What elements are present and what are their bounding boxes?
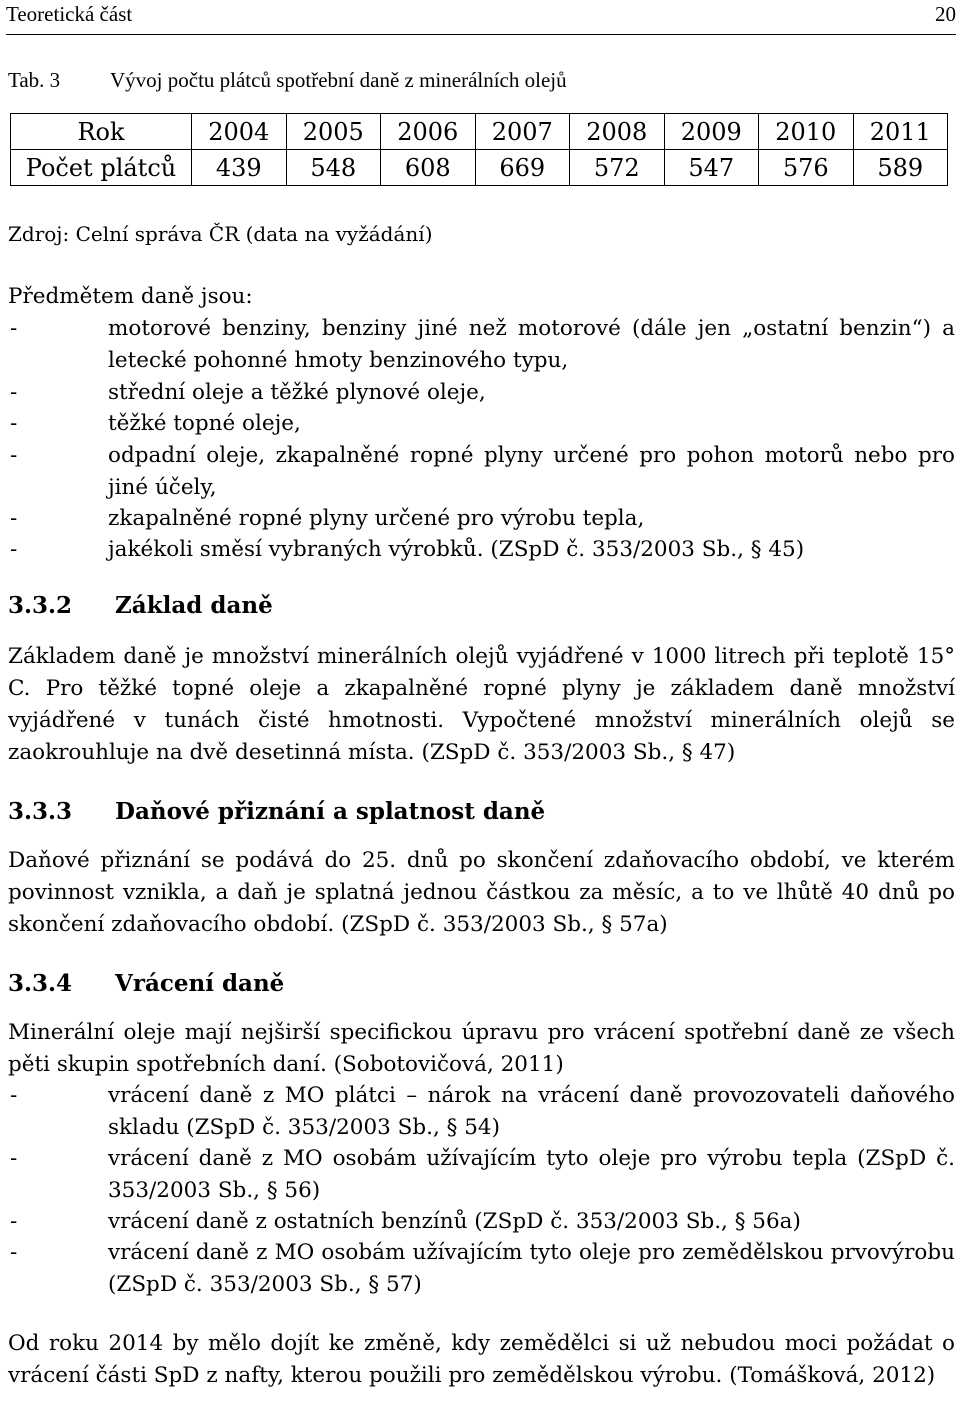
table-cell: 2010 xyxy=(759,114,854,150)
list-item-text: vrácení daně z MO osobám užívajícím tyto oleje pro zemědělskou prvovýrobu (ZSpD č. 353/2003 Sb., § 57) xyxy=(108,1240,955,1297)
bullet-dash: - xyxy=(10,1083,18,1108)
table-cell: 547 xyxy=(664,150,759,186)
table-cell: 2004 xyxy=(192,114,287,150)
table-cell: 608 xyxy=(381,150,476,186)
table-caption-text: Vývoj počtu plátců spotřební daně z minerálních olejů xyxy=(110,68,567,92)
table-data-row xyxy=(11,150,948,186)
table-cell: 439 xyxy=(192,150,287,186)
table-cell: 2009 xyxy=(664,114,759,150)
list-item-text: vrácení daně z ostatních benzínů (ZSpD č. 353/2003 Sb., § 56a) xyxy=(108,1209,801,1234)
section-paragraph: Základem daně je množství minerálních olejů vyjádřené v 1000 litrech při teplotě 15° C. Pro těžké topné oleje a zkapalněné ropné plyny je základem daně množství vyjádřené v tunách čisté hmotnosti. Vypočtené množství minerálních olejů se zaokrouhluje na dvě desetinná místa. (ZSpD č. 353/2003 Sb., § 47) xyxy=(8,644,955,765)
section-title: Daňové přiznání a splatnost daně xyxy=(115,798,546,825)
table-cell: 548 xyxy=(286,150,381,186)
page-number: 20 xyxy=(935,2,956,26)
table-cell: 2005 xyxy=(286,114,381,150)
section-title: Základ daně xyxy=(115,592,273,619)
list-item-text: vrácení daně z MO osobám užívajícím tyto oleje pro výrobu tepla (ZSpD č. 353/2003 Sb., § 56) xyxy=(108,1146,955,1203)
closing-paragraph: Od roku 2014 by mělo dojít ke změně, kdy zemědělci si už nebudou moci požádat o vrácení části SpD z nafty, kterou použili pro zemědělskou výrobu. (Tomášková, 2012) xyxy=(8,1331,955,1388)
list-item-text: vrácení daně z MO plátci – nárok na vrácení daně provozovateli daňového skladu (ZSpD č. 353/2003 Sb., § 54) xyxy=(108,1083,955,1140)
list-item-text: jakékoli směsí vybraných výrobků. (ZSpD č. 353/2003 Sb., § 45) xyxy=(108,537,805,562)
table-source: Zdroj: Celní správa ČR (data na vyžádání) xyxy=(8,222,433,246)
table-cell: 2006 xyxy=(381,114,476,150)
list-item-text: odpadní oleje, zkapalněné ropné plyny určené pro pohon motorů nebo pro jiné účely, xyxy=(108,443,955,500)
bullet-dash: - xyxy=(10,1209,18,1234)
subject-intro: Předmětem daně jsou: xyxy=(8,284,253,309)
bullet-dash: - xyxy=(10,1146,18,1171)
section-paragraph: Minerální oleje mají nejširší specifickou úpravu pro vrácení spotřební daně ze všech pěti skupin spotřebních daní. (Sobotovičová, 2011) xyxy=(8,1020,955,1077)
table-cell: Počet plátců xyxy=(11,150,192,186)
bullet-dash: - xyxy=(10,316,18,341)
bullet-dash: - xyxy=(10,1240,18,1265)
list-item-text: střední oleje a těžké plynové oleje, xyxy=(108,380,486,405)
section-number: 3.3.2 xyxy=(8,592,73,619)
table-cell: 576 xyxy=(759,150,854,186)
section-number: 3.3.3 xyxy=(8,798,73,825)
bullet-dash: - xyxy=(10,506,18,531)
table-caption-label: Tab. 3 xyxy=(8,68,61,92)
list-item-text: těžké topné oleje, xyxy=(108,411,301,436)
bullet-dash: - xyxy=(10,443,18,468)
page-header xyxy=(6,0,956,35)
bullet-dash: - xyxy=(10,380,18,405)
table-cell: 589 xyxy=(853,150,948,186)
table-cell: 2007 xyxy=(475,114,570,150)
list-item-text: zkapalněné ropné plyny určené pro výrobu tepla, xyxy=(108,506,645,531)
table-cell: 2011 xyxy=(853,114,948,150)
bullet-dash: - xyxy=(10,411,18,436)
list-item-text: motorové benziny, benziny jiné než motorové (dále jen „ostatní benzin“) a letecké pohonné hmoty benzinového typu, xyxy=(108,316,955,373)
header-chapter-title: Teoretická část xyxy=(6,2,133,26)
table-header-row xyxy=(11,114,948,150)
section-number: 3.3.4 xyxy=(8,970,73,997)
bullet-dash: - xyxy=(10,537,18,562)
table-cell: 669 xyxy=(475,150,570,186)
table-cell: 2008 xyxy=(570,114,665,150)
table-cell: 572 xyxy=(570,150,665,186)
taxpayers-table xyxy=(10,113,948,186)
section-paragraph: Daňové přiznání se podává do 25. dnů po skončení zdaňovacího období, ve kterém povinnost vznikla, a daň je splatná jednou částkou za měsíc, a to ve lhůtě 40 dnů po skončení zdaňovacího období. (ZSpD č. 353/2003 Sb., § 57a) xyxy=(8,848,955,937)
section-title: Vrácení daně xyxy=(115,970,285,997)
table-cell: Rok xyxy=(11,114,192,150)
